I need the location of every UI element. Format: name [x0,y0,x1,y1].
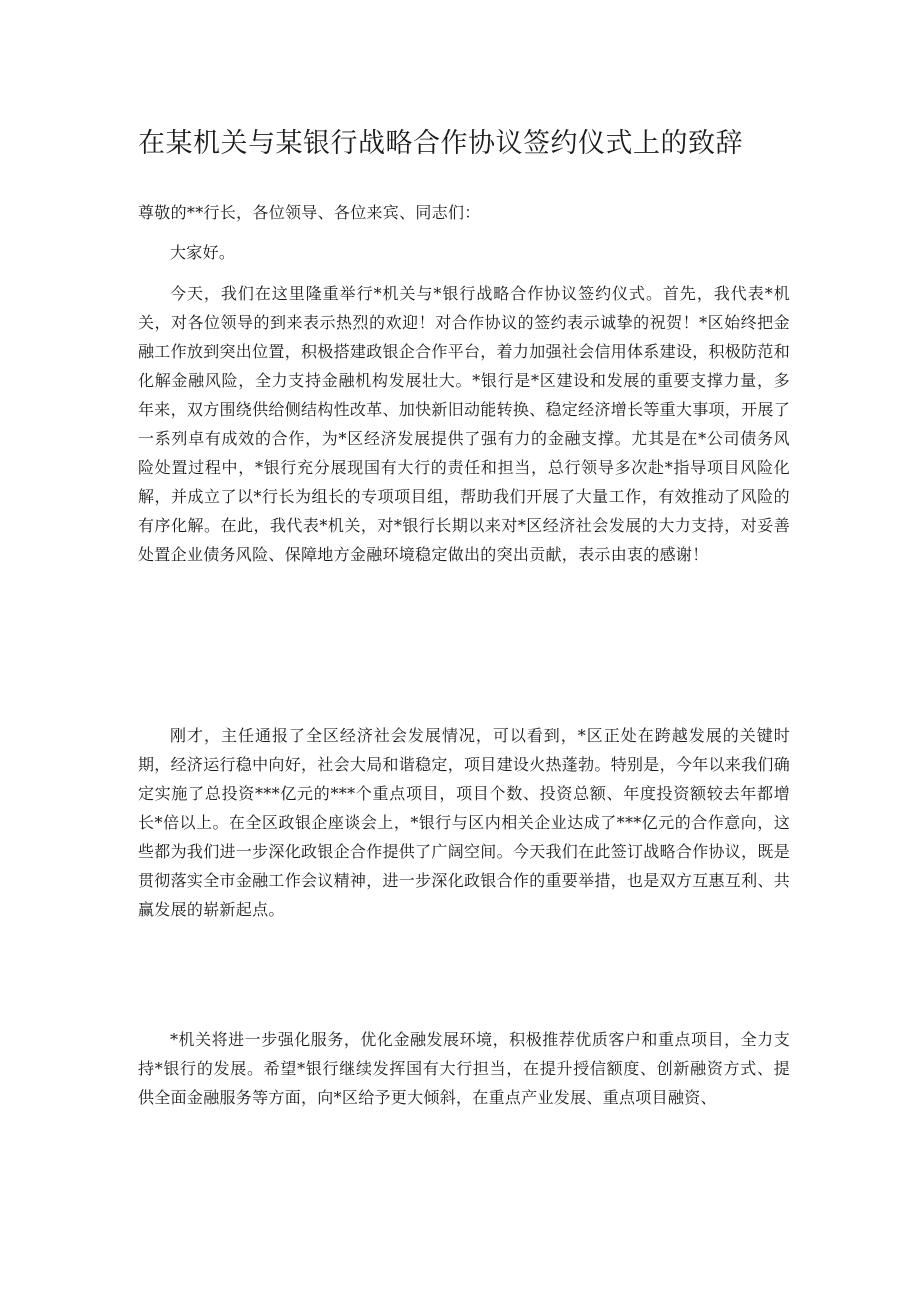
paragraph-2: 刚才，主任通报了全区经济社会发展情况，可以看到，*区正处在跨越发展的关键时期，经济运行稳中向好，社会大局和谐稳定，项目建设火热蓬勃。特别是，今年以来我们确定实施了总投资***亿元的***个重点项目，项目个数、投资总额、年度投资额较去年都增长*倍以上。在全区政银企座谈会上，*银行与区内相关企业达成了***亿元的合作意向，这些都为我们进一步深化政银企合作提供了广阔空间。今天我们在此签订战略合作协议，既是贯彻落实全市金融工作会议精神，进一步深化政银合作的重要举措，也是双方互惠互利、共赢发展的崭新起点。 [138,726,791,919]
salutation: 尊敬的**行长，各位领导、各位来宾、同志们： [138,203,481,222]
document-title: 在某机关与某银行战略合作协议签约仪式上的致辞 [138,128,743,159]
greeting: 大家好。 [170,243,236,262]
paragraph-3: *机关将进一步强化服务，优化金融发展环境，积极推荐优质客户和重点项目，全力支持*银行的发展。希望*银行继续发挥国有大行担当，在提升授信额度、创新融资方式、提供全面金融服务等方面，向*区给予更大倾斜，在重点产业发展、重点项目融资、 [138,1030,790,1107]
paragraph-1: 今天，我们在这里隆重举行*机关与*银行战略合作协议签约仪式。首先，我代表*机关，对各位领导的到来表示热烈的欢迎！对合作协议的签约表示诚挚的祝贺！*区始终把金融工作放到突出位置，积极搭建政银企合作平台，着力加强社会信用体系建设，积极防范和化解金融风险，全力支持金融机构发展壮大。*银行是*区建设和发展的重要支撑力量，多年来，双方围绕供给侧结构性改革、加快新旧动能转换、稳定经济增长等重大事项，开展了一系列卓有成效的合作，为*区经济发展提供了强有力的金融支撑。尤其是在*公司债务风险处置过程中，*银行充分展现国有大行的责任和担当，总行领导多次赴*指导项目风险化解，并成立了以*行长为组长的专项项目组，帮助我们开展了大量工作，有效推动了风险的有序化解。在此，我代表*机关，对*银行长期以来对*区经济社会发展的大力支持，对妥善处置企业债务风险、保障地方金融环境稳定做出的突出贡献，表示由衷的感谢！ [138,284,791,564]
